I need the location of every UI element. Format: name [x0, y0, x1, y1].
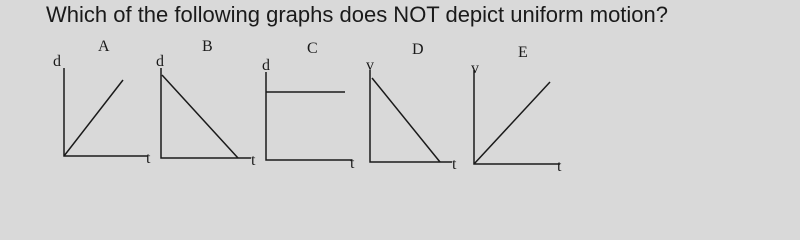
- graph-a-axes: [64, 68, 148, 156]
- graph-b: [161, 68, 251, 158]
- graph-d-y-axis-label: v: [366, 57, 374, 74]
- graph-b-line: [162, 75, 238, 158]
- graph-c-y-axis-label: d: [262, 57, 270, 74]
- graph-b-axes: [161, 68, 251, 158]
- graph-b-x-axis-label: t: [251, 152, 256, 169]
- graph-e-x-axis-label: t: [557, 158, 562, 175]
- graph-b-y-axis-label: d: [156, 53, 164, 70]
- graph-e-line: [474, 82, 550, 164]
- graph-d-label: D: [412, 41, 424, 58]
- graph-d-axes: [370, 70, 452, 162]
- graph-e-y-axis-label: v: [471, 60, 479, 77]
- graph-d-line: [372, 78, 440, 162]
- graph-e: [474, 70, 560, 164]
- graph-a-label: A: [98, 38, 110, 55]
- graph-c-label: C: [307, 40, 318, 57]
- graph-a-line: [64, 80, 123, 156]
- graph-e-label: E: [518, 44, 528, 61]
- graph-c-axes: [266, 72, 352, 160]
- graph-d-x-axis-label: t: [452, 156, 457, 173]
- question-text: Which of the following graphs does NOT depict uniform motion?: [46, 2, 669, 27]
- graph-a-x-axis-label: t: [146, 150, 151, 167]
- graph-c: [266, 72, 352, 160]
- graph-a: [64, 68, 148, 156]
- graph-c-x-axis-label: t: [350, 155, 355, 172]
- graph-d: [370, 70, 452, 162]
- graph-b-label: B: [202, 38, 213, 55]
- graph-a-y-axis-label: d: [53, 53, 61, 70]
